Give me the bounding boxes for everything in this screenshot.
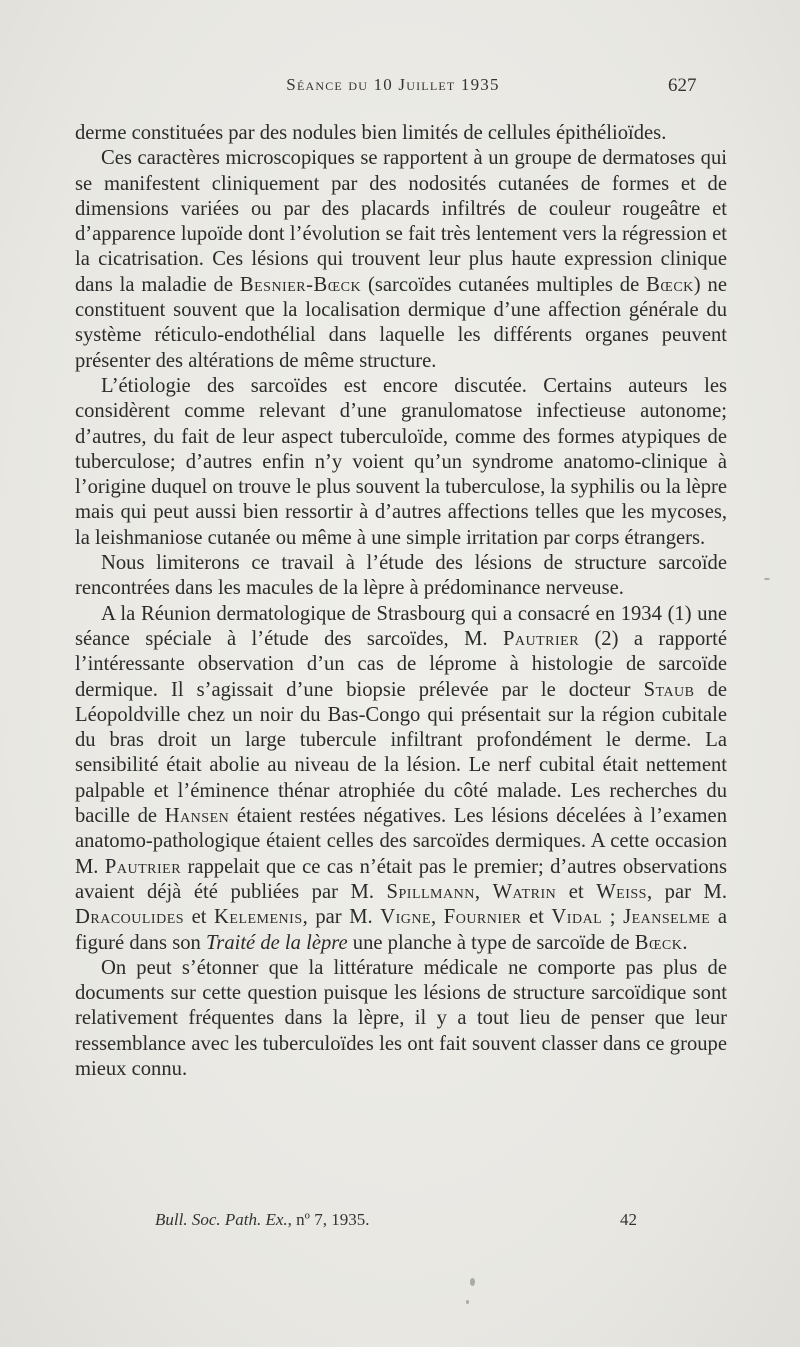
author-name: Watrin bbox=[492, 880, 557, 903]
text-run: ; bbox=[602, 906, 624, 929]
page-footer bbox=[0, 1210, 800, 1234]
author-name: Pautrier bbox=[104, 855, 182, 878]
text-run: Ces caractères microscopiques se rapportent à un groupe de dermatoses qui se manifestent cliniquement par des nodosités cutanées de formes et de dimensions variées ou par des placards infiltrés de couleur rougeâtre et d’apparence lupoïde dont l’évolution se fait très lentement vers la régression et la cicatrisation. Ces lésions qui trouvent leur plus haute expression clinique dans la maladie de bbox=[75, 147, 727, 296]
text-run: et bbox=[184, 906, 215, 929]
text-run: , bbox=[431, 906, 444, 929]
author-name: Staub bbox=[643, 678, 695, 701]
page-number: 627 bbox=[668, 75, 697, 96]
paragraph-microscopic-characters bbox=[75, 146, 727, 374]
author-name: Fournier bbox=[443, 906, 522, 929]
paragraph-continued: derme constituées par des nodules bien limités de cellules épithélioïdes. bbox=[75, 122, 667, 144]
text-run: . bbox=[682, 931, 688, 954]
text-run: , par M. bbox=[646, 880, 728, 903]
author-name: Vidal bbox=[551, 906, 603, 929]
journal-citation bbox=[155, 1210, 369, 1230]
signature-mark: 42 bbox=[620, 1210, 637, 1229]
text-run: rappelait que ce cas n’était pas le premier; d’autres observations avaient déjà été publiées par M. bbox=[75, 855, 727, 903]
author-name: Bœck bbox=[634, 931, 683, 954]
text-run: a figuré dans son bbox=[75, 906, 727, 954]
text-run: et bbox=[521, 906, 552, 929]
author-name: Dracoulides bbox=[75, 906, 185, 929]
running-head: Séance du 10 Juillet 1935 bbox=[286, 75, 500, 94]
author-name: Weiss bbox=[596, 880, 647, 903]
text-run: (sarcoïdes cutanées multiples de bbox=[361, 273, 647, 296]
text-run: (2) a rapporté l’intéressante observation d’un cas de léprome à histologie de sarcoïde dermique. Il s’agissait d’une biopsie prélevée par le docteur bbox=[75, 627, 727, 701]
paper-speck bbox=[470, 1278, 475, 1286]
journal-issue: , nº 7, 1935. bbox=[287, 1210, 370, 1229]
text-run: et bbox=[556, 880, 597, 903]
author-name: Pautrier bbox=[502, 627, 580, 650]
paper-speck bbox=[466, 1300, 469, 1304]
text-run: , bbox=[474, 880, 493, 903]
paragraph-etiology: L’étiologie des sarcoïdes est encore discutée. Certains auteurs les considèrent comme relevant d’une granulomatose infectieuse autonome; d’autres, du fait de leur aspect tuberculoïde, comme des formes atypiques de tuberculose; d’autres enfin n’y voient qu’un syndrome anatomo-clinique à l’origine duquel on trouve le plus souvent la tuberculose, la syphilis ou la lèpre mais qui peut aussi bien ressortir à d’autres affections telles que les mycoses, la leishmaniose cutanée ou même à une simple irritation par corps étrangers. bbox=[75, 374, 727, 549]
author-name: Kelemenis bbox=[214, 906, 303, 929]
author-name: Vigne bbox=[380, 906, 432, 929]
author-name: Hansen bbox=[164, 805, 230, 828]
text-run: , par M. bbox=[302, 906, 381, 929]
journal-title: Bull. Soc. Path. Ex. bbox=[155, 1210, 288, 1229]
text-run: ) ne constituent souvent que la localisation dermique d’une affection générale du système réticulo-endothélial dans laquelle les différents organes peuvent présenter des altérations de même structure. bbox=[75, 273, 727, 372]
author-name: Bœck bbox=[646, 273, 694, 296]
author-name: Jeanselme bbox=[623, 906, 711, 929]
paragraph-scope: Nous limiterons ce travail à l’étude des lésions de structure sarcoïde rencontrées dans les macules de la lèpre à prédominance nerveuse. bbox=[75, 552, 727, 600]
text-run: une planche à type de sarcoïde de bbox=[347, 931, 635, 954]
page-header bbox=[0, 75, 800, 103]
author-name: Besnier-Bœck bbox=[239, 273, 362, 296]
author-name: Spillmann bbox=[386, 880, 475, 903]
paragraph-conclusion: On peut s’étonner que la littérature médicale ne comporte pas plus de documents sur cette question puisque les lésions de structure sarcoïdique sont relativement fréquentes dans la lèpre, il y a tout lieu de penser que leur ressemblance avec les tuberculoïdes les ont fait souvent classer dans ce groupe mieux connu. bbox=[75, 956, 727, 1080]
paper-speck bbox=[764, 578, 770, 580]
article-body bbox=[75, 121, 727, 1082]
text-run: étaient restées négatives. Les lésions décelées à l’examen anatomo-pathologique étaient celles des sarcoïdes dermiques. A cette occasion M. bbox=[75, 805, 727, 878]
book-title: Traité de la lèpre bbox=[205, 931, 348, 954]
text-run: de Léopoldville chez un noir du Bas-Congo qui présentait sur la région cubitale du bras droit un large tubercule infiltrant profondément le derme. La sensibilité était abolie au niveau de la lésion. Le nerf cubital était nettement palpable et l’éminence thénar atrophiée du côté malade. Les recherches du bacille de bbox=[75, 678, 727, 828]
paragraph-strasbourg-meeting bbox=[75, 602, 727, 956]
text-run: A la Réunion dermatologique de Strasbourg qui a consacré en 1934 (1) une séance spéciale à l’étude des sarcoïdes, M. bbox=[75, 602, 727, 650]
